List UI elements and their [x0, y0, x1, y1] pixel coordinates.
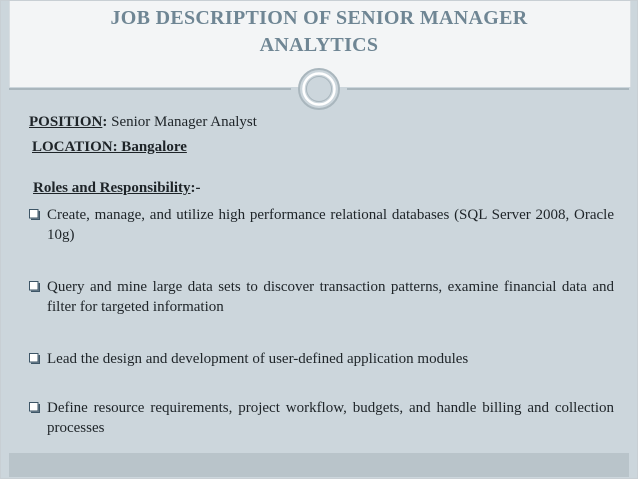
bullet-item-1	[29, 205, 614, 245]
checkbox-bullet-icon	[29, 281, 40, 292]
circle-ornament-icon	[297, 67, 341, 111]
bullet-text-3: Lead the design and development of user-defined application modules	[47, 351, 469, 367]
checkbox-bullet-icon	[29, 353, 40, 364]
bullet-text-4: Define resource requirements, project workflow, budgets, and handle billing and collection processes	[47, 400, 614, 436]
location-text: LOCATION: Bangalore	[32, 139, 187, 155]
bottom-band	[9, 453, 629, 477]
position-value: Senior Manager Analyst	[107, 114, 257, 130]
roles-heading	[29, 178, 614, 198]
slide-body	[29, 112, 614, 438]
roles-label: Roles and Responsibility	[33, 180, 191, 196]
divider-right	[347, 88, 629, 90]
title-line-1: JOB DESCRIPTION OF SENIOR MANAGER	[110, 7, 528, 29]
bullet-text-1: Create, manage, and utilize high performance relational databases (SQL Server 2008, Oracle 10g)	[47, 207, 614, 243]
roles-suffix: :-	[190, 180, 201, 196]
bullet-item-2	[29, 277, 614, 317]
divider-left	[9, 88, 291, 90]
bullet-item-3	[29, 349, 614, 369]
position-row	[29, 112, 614, 132]
position-label: POSITION	[29, 114, 103, 130]
checkbox-bullet-icon	[29, 402, 40, 413]
location-row	[29, 137, 614, 157]
position-colon: :	[102, 114, 108, 130]
bullet-item-4	[29, 398, 614, 438]
checkbox-bullet-icon	[29, 209, 40, 220]
slide-title	[9, 5, 629, 59]
title-line-2: ANALYTICS	[259, 34, 379, 56]
bullet-text-2: Query and mine large data sets to discover transaction patterns, examine financial data and filter for targeted information	[47, 279, 614, 315]
